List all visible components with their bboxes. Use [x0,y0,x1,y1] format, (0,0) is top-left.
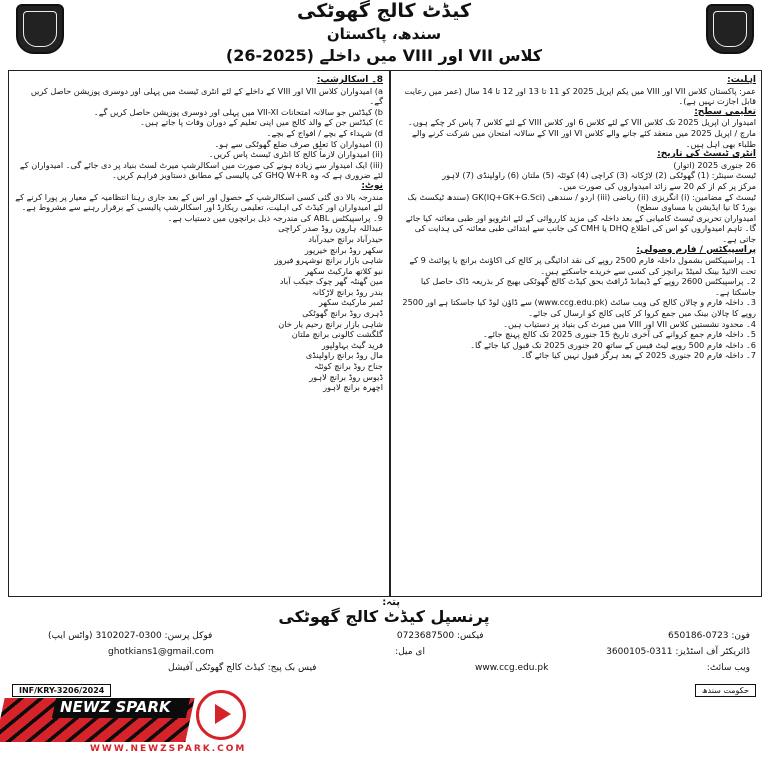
address-heading: پتہ: [382,597,400,608]
branch-item: گلگشت کالونی برانچ ملتان [291,329,383,340]
facebook-page: فیس بک پیج: کیڈٹ کالج گھوٹکی آفیشل [168,663,317,673]
email-label: ای میل: [395,647,425,657]
contact-row [168,663,750,673]
prospectus-item: 2۔ پراسپیکٹس 2600 روپے کے ڈیمانڈ ڈرافٹ بحق کیڈٹ کالج گھوٹکی بھیج کر بذریعہ ڈاک حاصل کیا جاسکتا ہے۔ [420,276,756,297]
scholarship-item: (ii) امیدواران لازماً کالج کا انٹری ٹیسٹ پاس کریں۔ [208,149,383,160]
scholarship-item: c) کیڈٹس جن کے والد کالج میں اپنی تعلیم کے دوران وفات پا جاتے ہیں۔ [140,117,383,128]
focal-person: فوکل پرسن: 0300-3102027 (واٹس ایپ) [48,631,213,641]
prospectus-item: 4۔ محدود نشستیں کلاس VII اور VIII میں میرٹ کی بنیاد پر دستیاب ہیں۔ [503,318,756,329]
header [0,0,768,72]
scholarship-item: d) شہداء کے بچے / افواج کے بچے۔ [266,127,383,138]
prospectus-item: 6۔ داخلہ فارم 500 روپے لیٹ فیس کے ساتھ 20 جنوری 2025 تک قبول کیا جائے گا۔ [470,339,756,350]
branch-item: حیدرآباد برانچ حیدرآباد [308,233,383,244]
branch-item: عبداللہ ہارون روڈ صدر کراچی [278,223,383,234]
branch-list [15,223,383,393]
watermark-site: WWW.NEWZSPARK.COM [90,744,247,754]
principal-line: پرنسپل کیڈٹ کالج گھوٹکی [278,607,490,626]
branch-item: فرید گیٹ بہاولپور [321,339,383,350]
scholarship-item: (i) امیدواران کا تعلق صرف ضلع گھوٹکی سے ہو۔ [214,138,383,149]
inf-code: INF/KRY-3206/2024 [12,684,111,697]
scholarship-item: b) کیڈٹس جو سالانہ امتحانات VII-XI میں پہلی اور دوسری پوزیشن حاصل کریں گے۔ [93,106,383,117]
fax-number: فیکس: 0723687500 [396,631,484,641]
director-contact: ڈائریکٹر آف اسٹڈیز: 0311-3600105 [606,647,750,657]
branch-item: مال روڈ برانچ راولپنڈی [305,350,383,361]
branch-item: بندر روڈ برانچ لاڑکانہ [311,286,383,297]
branch-item: جناح روڈ برانچ کوئٹہ [314,361,383,372]
contact-row [48,631,750,641]
scholarship-item: a) امیدواران کلاس VII اور VIII کے داخلے کے لئے انٹری ٹیسٹ میں پہلی اور دوسری پوزیشن حاصل کریں گے۔ [30,85,383,107]
prospectus-item: 3۔ داخلہ فارم و چالان کالج کی ویب سائٹ (www.ccg.edu.pk) سے ڈاؤن لوڈ کیا جاسکتا ہے اور 2500 روپے کا چالان بینک میں جمع کروا کر کاپی کالج کو ارسال کی جائے۔ [402,297,756,319]
govt-notice: حکومت سندھ [695,684,756,697]
website-link[interactable]: www.ccg.edu.pk [474,663,549,673]
contact-row [108,647,750,657]
watermark-banner [0,694,190,742]
content-frame [8,70,762,597]
note-heading: نوٹ: [361,180,383,191]
left-column [15,75,383,393]
prospectus-item: 5۔ داخلہ فارم جمع کروانے کی آخری تاریخ 15 جنوری 2025 تک کالج پہنچ جائے۔ [483,329,756,340]
branch-item: نیو کلاتھ مارکیٹ سکھر [305,265,383,276]
branch-item: شاہی بازار برانچ نوشہرو فیروز [274,255,383,266]
prospectus-heading: پراسپیکٹس / فارم وصولی: [636,244,756,255]
note-text: مندرجہ بالا دی گئی کسی اسکالرشپ کے حصول اور اس کے بعد جاری رہنا انتظامیہ کے معیار پر پورا کرنے کے لئے امیدواران اور کیڈٹ کی اہلیت، تعلیمی ریکارڈ اور اسکالرشپ پالیسی کے برقرار رہنے سے مشروط ہے۔ [15,191,383,213]
branch-item: ٹمبر مارکیٹ سکھر [318,297,383,308]
eligibility-heading: اہلیت: [727,75,756,85]
test-centers: ٹیسٹ سینٹر: (1) گھوٹکی (2) لاڑکانہ (3) کراچی (4) کوئٹہ (5) ملتان (6) راولپنڈی (7) لاہور [442,170,756,181]
branch-item: اچھرہ برانچ لاہور [323,382,383,393]
contact-address [8,597,760,679]
branch-item: شاہی بازار برانچ رحیم یار خان [278,318,383,329]
admission-title: کلاس VII اور VIII میں داخلے (2025-26) [225,46,543,65]
interview-text: امیدواران تحریری ٹیسٹ کامیابی کے بعد داخلہ کی مزید کارروائی کے لئے انٹرویو اور طبی معائنہ کیا جائے گا۔ تاہم امیدواروں کو اس کی اطلاع DHQ یا CMH کی جانب سے ابتدائی طبی معائنہ کی ہدایت کی جاتی ہے۔ [405,212,756,244]
branches-heading: 9۔ پراسپیکٹس ABL کی مندرجہ ذیل برانچوں میں دستیاب ہے۔ [167,212,383,223]
watermark-name: NEWZ SPARK [60,698,171,716]
scholarship-heading: 8۔ اسکالرشپ: [316,75,383,85]
branch-item: ڈہری روڈ برانچ گھوٹکی [302,308,383,319]
branch-item: سکھر روڈ برانچ خیرپور [304,244,383,255]
eligibility-text: عمر: پاکستان کلاس VII اور VIII میں یکم اپریل 2025 کو 11 تا 13 اور 12 تا 14 سال (عمر میں رعایت قابل اجازت نہیں ہے)۔ [404,85,756,107]
phone-number: فون: 0723-650186 [668,631,750,641]
education-heading: تعلیمی سطح: [694,106,756,117]
test-date: 26 جنوری 2025 (اتوار) [673,159,756,170]
education-text: امیدوار ان اپریل 2025 تک کلاس VII کے لئے کلاس 6 اور کلاس VIII کے لئے کلاس 7 پاس کر چکے ہوں۔ مارچ / اپریل 2025 میں منعقد کئے جانے والے کلاس VI اور VII کے سالانہ امتحان میں شرکت کرنے والے طلباء بھی اہل ہیں۔ [408,117,756,149]
play-icon [196,690,246,740]
email-link[interactable]: ghotkians1@gmail.com [108,647,214,657]
website-label: ویب سائٹ: [706,663,750,673]
scholarship-item: (iii) ایک امیدوار سے زیادہ ہونے کی صورت میں اسکالرشپ میرٹ لسٹ بنیاد پر دی جائے گی۔ امیدواران کے لئے ضروری ہے کہ وہ GHQ W+R کی پالیسی کے مطابق دستاویز فراہم کریں۔ [19,159,383,181]
college-location: سندھ، پاکستان [326,25,442,43]
column-divider [389,71,391,596]
branch-item: مین گھنٹہ گھر چوک جیکب آباد [279,276,383,287]
right-column [396,75,756,361]
test-heading: انٹری ٹیسٹ کی تاریخ: [657,149,756,160]
prospectus-item: 7۔ داخلہ فارم 20 جنوری 2025 کے بعد ہرگز قبول نہیں کیا جائے گا۔ [520,350,756,361]
college-name: کیڈٹ کالج گھوٹکی [296,0,472,22]
subjects: ٹیسٹ کے مضامین: (i) انگریزی (ii) ریاضی (iii) اردو / سندھی GK(IQ+GK+G.Sci) (سندھ ٹیکسٹ بک بورڈ کا نیا ایڈیشن یا مساوی سطح) [407,191,756,213]
prospectus-item: 1۔ پراسپیکٹس بشمول داخلہ فارم 2500 روپے کی نقد ادائیگی پر کالج کی اکاؤنٹ برانچ یا پوائنٹ 9 کے تحت الائیڈ بینک لمیٹڈ برانچز کی کسی سے خریدے جاسکتے ہیں۔ [409,255,756,276]
min-candidates: مرکز پر کم از کم 20 سے زائد امیدواروں کی صورت میں۔ [558,180,756,191]
branch-item: ڈیوس روڈ برانچ لاہور [309,371,383,382]
